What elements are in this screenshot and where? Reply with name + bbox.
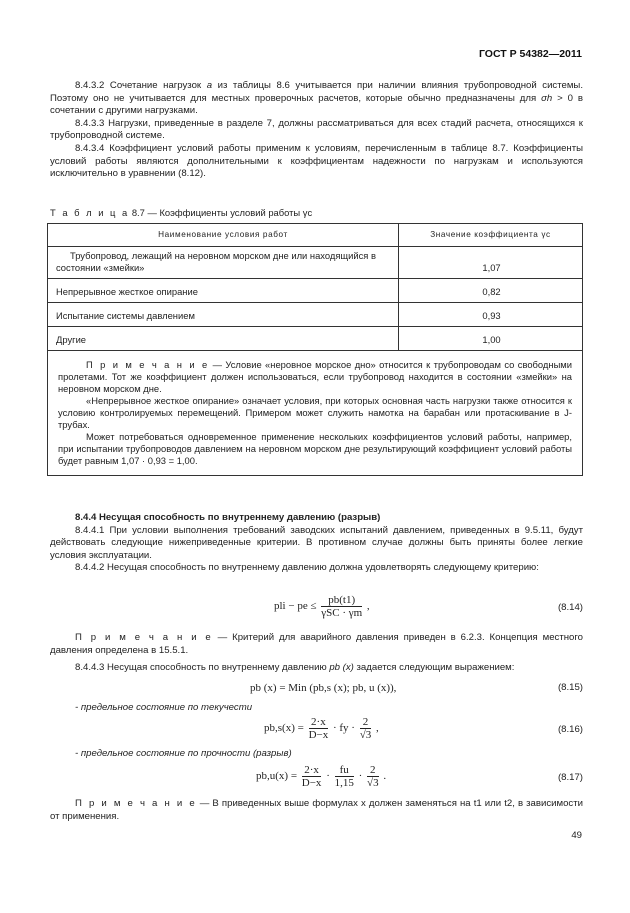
standard-header: ГОСТ Р 54382—2011: [478, 48, 582, 60]
label-yield: - предельное состояние по текучести: [75, 702, 253, 713]
clause-8-4-4-3: 8.4.4.3 Несущая способность по внутреннему давлению pb (x) задается следующим выражением:: [75, 662, 515, 673]
table-row: Трубопровод, лежащий на неровном морском дне или находящийся в состоянии «змейки» 1,07: [48, 247, 583, 279]
formula-8-14: pli − pe ≤ $\frac{pb(t1)}{\text{γSC · γm}}$ , (8.14): [274, 594, 583, 619]
table-row: Непрерывное жесткое опирание 0,82: [48, 279, 583, 303]
clause-8-4-4-1: 8.4.4.1 При условии выполнения требований заводских испытаний давлением, приведенных в 9.5.11, будут действовать следующие нижеприведенные критерии. В противном случае должны быть приняты более легкие условия эксплуатации.: [50, 524, 583, 561]
clause-8-4-3-3: 8.4.3.3 Нагрузки, приведенные в разделе 7, должны рассматриваться для всех стадий расчета, относящихся к трубопроводной системе.: [50, 117, 583, 142]
formula-8-17: pb,u(x) = $\frac{2\cdot x}{D-x}$ · $\frac{fu}{1,15}$ · $\frac{2}{√3}$ . (8.17): [256, 764, 583, 789]
table-8-7: [47, 223, 583, 476]
section-8-4-4: [50, 512, 583, 575]
formula-8-15: pb (x) = Min (pb,s (x); pb, u (x)), (8.15): [250, 682, 583, 694]
clause-8-4-3-2: 8.4.3.2 Сочетание нагрузок а из таблицы 8.6 учитывается при наличии влияния трубопроводной системы. Поэтому оно не учитывается для местных проверочных расчетов, которые обычно предназначены для σh > 0 в сочетании с другими нагрузками.: [50, 80, 583, 117]
clause-8-4-4-2: 8.4.4.2 Несущая способность по внутреннему давлению должна удовлетворять следующему критерию:: [75, 562, 539, 574]
table-row: Другие 1,00: [48, 327, 583, 351]
table-caption: Т а б л и ц а 8.7 — Коэффициенты условий работы γc: [50, 207, 313, 218]
final-note: П р и м е ч а н и е — В приведенных выше формулах x должен заменяться на t1 или t2, в зависимости от применения.: [50, 798, 583, 822]
clauses-8-4-3: [50, 80, 583, 181]
note-8-14: П р и м е ч а н и е — Критерий для аварийного давления приведен в 6.2.3. Концепция местного давления определена в 15.5.1.: [50, 632, 583, 656]
table-header-value: Значение коэффициента γc: [399, 224, 583, 247]
table-note: П р и м е ч а н и е — Условие «неровное морское дно» относится к трубопроводам со свободными пролетами. Тот же коэффициент должен использоваться, если трубопровод находится в состоянии «змейки» на неровном морском дне. «Непрерывное жесткое опирание» означает условия, при которых основная часть нагрузки также относится к условию контролируемых перемещений. Примером может служить намотка на барабан или протаскивание в J-трубах. Может потребоваться одновременное применение нескольких коэффициентов условий работы, например, при испытании трубопроводов давлением на неровном морском дне результирующий коэффициент условий работы будет равным 1,07 · 0,93 = 1,00.: [48, 351, 583, 476]
table-row: Испытание системы давлением 0,93: [48, 303, 583, 327]
page-number: 49: [571, 830, 582, 841]
label-strength: - предельное состояние по прочности (разрыв): [75, 748, 292, 759]
formula-8-16: pb,s(x) = $\frac{2\cdot x}{D-x}$ · fy · $\frac{2}{√3}$ , (8.16): [264, 716, 583, 741]
clause-8-4-3-4: 8.4.3.4 Коэффициент условий работы применим к условиям, перечисленным в таблице 8.7. Коэффициенты условий работы являются дополнительными к коэффициентам надежности по нагрузкам и используются исключительно в уравнении (8.12).: [50, 142, 583, 180]
table-header-condition: Наименование условия работ: [48, 224, 399, 247]
section-title: 8.4.4 Несущая способность по внутреннему давлению (разрыв): [75, 512, 381, 523]
